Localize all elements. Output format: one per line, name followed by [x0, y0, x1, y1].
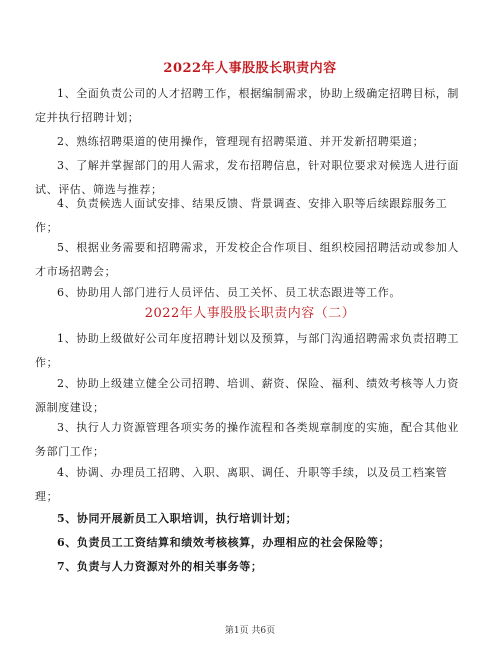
paragraph: 1、协助上级做好公司年度招聘计划以及预算，与部门沟通招聘需求负责招聘工作；: [35, 332, 459, 369]
paragraph: 3、执行人力资源管理各项实务的操作流程和各类规章制度的实施，配合其他业务部门工作；: [35, 421, 459, 458]
page-footer: 第1页 共6页: [224, 626, 276, 636]
paragraph: 5、协同开展新员工入职培训，执行培训计划；: [57, 512, 298, 525]
paragraph: 5、根据业务需要和招聘需求，开发校企合作项目、组织校园招聘活动或参加人才市场招聘会；: [35, 241, 459, 278]
paragraph: 2、协助上级建立健全公司招聘、培训、薪资、保险、福利、绩效考核等人力资源制度建设；: [35, 377, 459, 414]
paragraph: 1、全面负责公司的人才招聘工作，根据编制需求，协助上级确定招聘目标，制定并执行招聘计划；: [35, 87, 459, 124]
paragraph: 2、熟练招聘渠道的使用操作，管理现有招聘渠道、并开发新招聘渠道；: [57, 135, 425, 148]
section-title: 2022年人事股股长职责内容（二）: [144, 306, 356, 321]
paragraph: 4、协调、办理员工招聘、入职、离职、调任、升职等手续，以及员工档案管理；: [35, 466, 448, 503]
paragraph: 7、负责与人力资源对外的相关事务等；: [57, 560, 263, 573]
paragraph: 6、协助用人部门进行人员评估、员工关怀、员工状态跟进等工作。: [57, 286, 401, 299]
paragraph: 6、负责员工工资结算和绩效考核核算，办理相应的社会保险等；: [57, 536, 391, 549]
document-title: 2022年人事股股长职责内容: [163, 61, 337, 76]
paragraph: 3、了解并掌握部门的用人需求，发布招聘信息，针对职位要求对候选人进行面试、评估、筛选与推荐；: [35, 159, 459, 196]
paragraph: 4、负责候选人面试安排、结果反馈、背景调查、安排入职等后续跟踪服务工作；: [35, 197, 448, 234]
